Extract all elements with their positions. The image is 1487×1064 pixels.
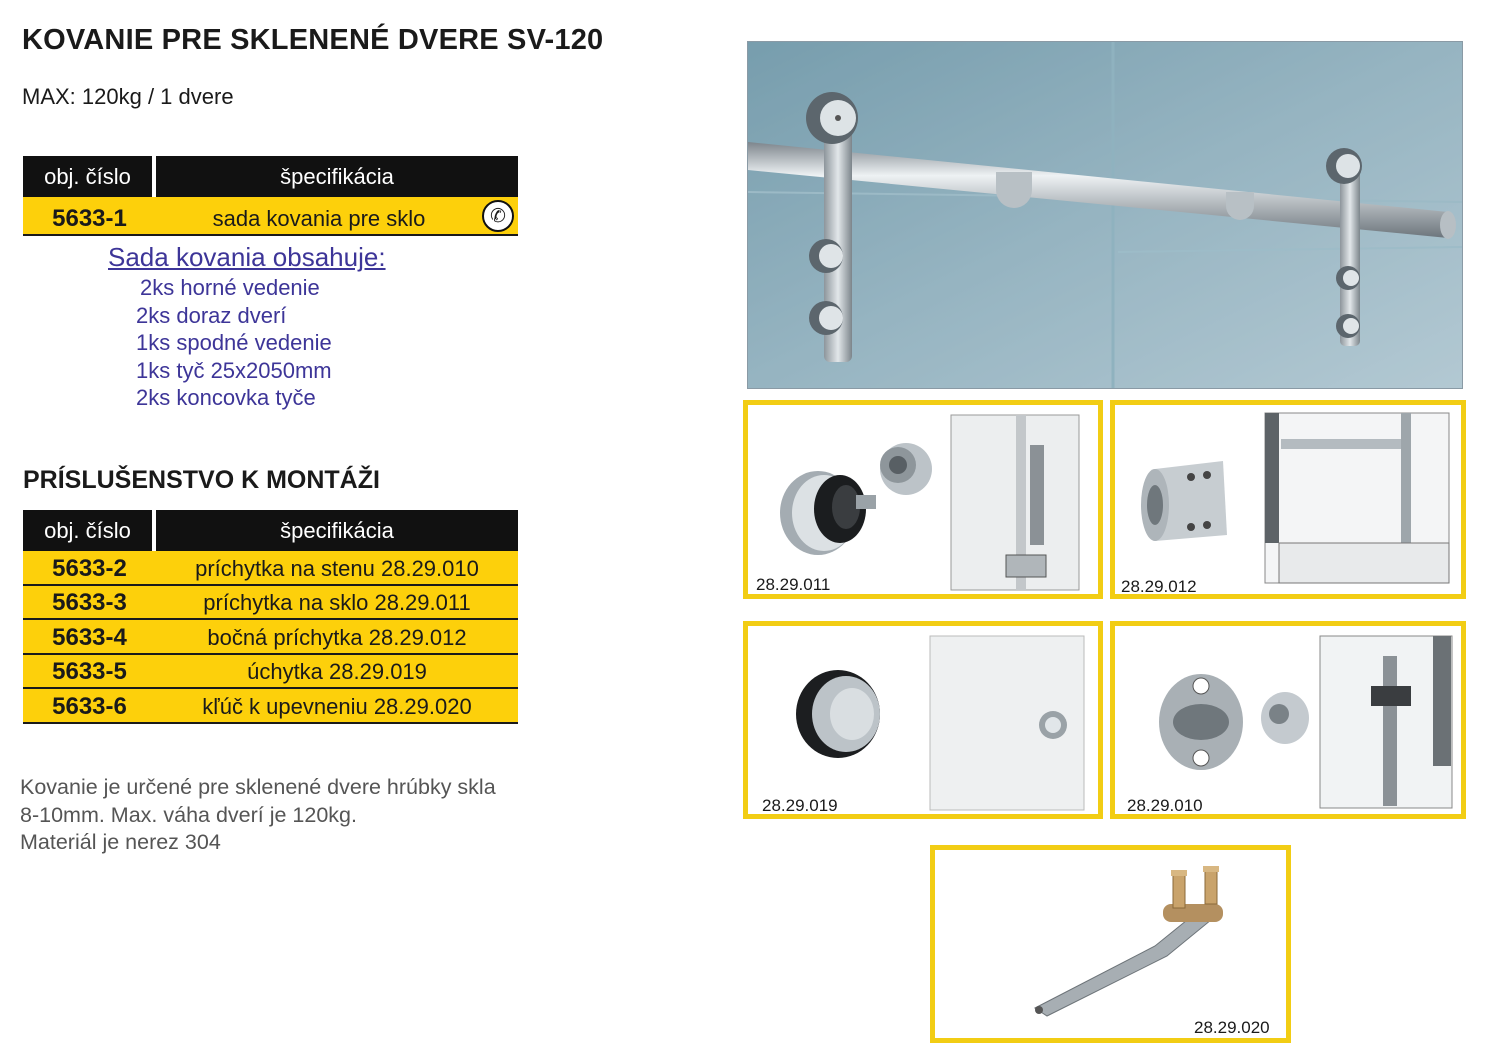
description-line: 8-10mm. Max. váha dverí je 120kg. [20, 802, 357, 827]
key-tool-image [935, 850, 1286, 1038]
product-box-28-29-010 [1110, 621, 1466, 819]
table-row [23, 655, 518, 690]
col-header-spec: špecifikácia [280, 517, 394, 543]
list-item: 2ks doraz dverí [136, 302, 287, 328]
col-header-spec: špecifikácia [280, 163, 394, 189]
max-load-subtitle: MAX: 120kg / 1 dvere [22, 84, 234, 109]
product-code: 28.29.012 [1121, 577, 1197, 596]
kit-list [136, 274, 332, 412]
spec-text: príchytka na sklo 28.29.011 [203, 590, 471, 615]
table-row [23, 551, 518, 586]
col-header-number: obj. číslo [23, 510, 156, 551]
accessories-table-header [23, 510, 518, 551]
product-box-28-29-011 [743, 400, 1103, 599]
glass-clamp-image [748, 405, 1098, 594]
list-item: 2ks horné vedenie [140, 275, 320, 300]
order-number: 5633-3 [52, 589, 127, 616]
page-title: KOVANIE PRE SKLENENÉ DVERE SV-120 [22, 24, 604, 56]
product-code: 28.29.011 [756, 575, 831, 594]
spec-text: úchytka 28.29.019 [247, 659, 427, 684]
handle-image [748, 626, 1098, 814]
table-row [23, 197, 518, 236]
order-number: 5633-2 [52, 554, 127, 582]
description-line: Kovanie je určené pre sklenené dvere hrúbky skla [20, 775, 496, 799]
list-item: 1ks tyč 25x2050mm [136, 357, 332, 383]
accessories-table [23, 510, 518, 724]
product-code: 28.29.019 [762, 796, 838, 815]
kit-title: Sada kovania obsahuje: [108, 242, 386, 272]
list-item: 2ks koncovka tyče [136, 385, 316, 410]
order-number: 5633-6 [52, 692, 127, 720]
product-box-28-29-019 [743, 621, 1103, 819]
side-clamp-image [1115, 405, 1461, 594]
order-number: 5633-5 [52, 658, 127, 685]
order-number: 5633-1 [52, 205, 127, 232]
description [20, 774, 496, 857]
spec-text: bočná príchytka 28.29.012 [207, 624, 467, 650]
table-row [23, 689, 518, 724]
accessories-title: PRÍSLUŠENSTVO K MONTÁŽI [23, 466, 380, 494]
spec-text: sada kovania pre sklo [212, 206, 426, 231]
table-row [23, 586, 518, 621]
product-code: 28.29.020 [1194, 1018, 1270, 1037]
description-line: Materiál je nerez 304 [20, 830, 221, 854]
product-code: 28.29.010 [1127, 796, 1203, 815]
product-box-28-29-012 [1110, 400, 1466, 599]
spec-text: kľúč k upevneniu 28.29.020 [202, 693, 472, 719]
set-table-header [23, 156, 518, 197]
phone-icon[interactable]: ✆ [482, 200, 514, 232]
order-number: 5633-4 [52, 623, 127, 651]
wall-clamp-image [1115, 626, 1461, 814]
list-item: 1ks spodné vedenie [136, 330, 332, 355]
main-product-photo [747, 41, 1463, 389]
set-table [23, 156, 518, 236]
col-header-number: obj. číslo [23, 156, 156, 197]
product-box-28-29-020 [930, 845, 1291, 1043]
table-row [23, 620, 518, 655]
spec-text: príchytka na stenu 28.29.010 [195, 555, 479, 581]
